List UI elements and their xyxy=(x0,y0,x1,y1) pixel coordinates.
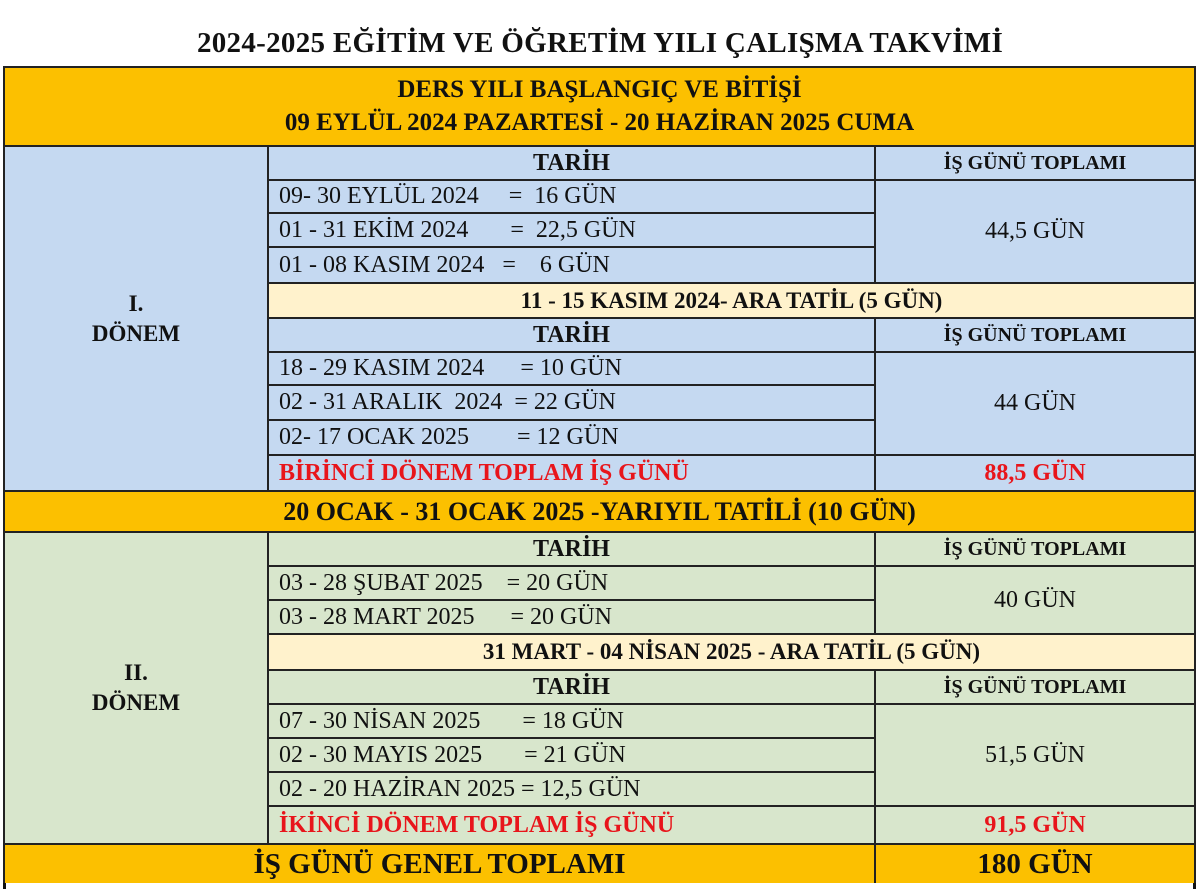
page-title: 2024-2025 EĞİTİM VE ÖĞRETİM YILI ÇALIŞMA TAKVİMİ xyxy=(196,27,1004,59)
term1-sum-label: BİRİNCİ DÖNEM TOPLAM İŞ GÜNÜ xyxy=(267,454,876,492)
term1-block2-row: 02- 17 OCAK 2025 = 12 GÜN xyxy=(267,419,876,456)
term1-block1-row: 09- 30 EYLÜL 2024 = 16 GÜN xyxy=(267,179,876,214)
term2-block2-row: 07 - 30 NİSAN 2025 = 18 GÜN xyxy=(267,703,876,739)
header-line-1: DERS YILI BAŞLANGIÇ VE BİTİŞİ xyxy=(397,76,802,103)
term1-label-text: DÖNEM xyxy=(91,320,181,346)
term1-block2-total: 44 GÜN xyxy=(874,351,1196,456)
term1-block1-row: 01 - 08 KASIM 2024 = 6 GÜN xyxy=(267,246,876,284)
term2-block2-total: 51,5 GÜN xyxy=(874,703,1196,807)
bottom-border-line xyxy=(3,883,1196,889)
grand-total-label: İŞ GÜNÜ GENEL TOPLAMI xyxy=(3,843,876,885)
term2-label-number: II. xyxy=(124,660,148,686)
term2-block2-total-header: İŞ GÜNÜ TOPLAMI xyxy=(874,669,1196,705)
term1-midterm-break: 11 - 15 KASIM 2024- ARA TATİL (5 GÜN) xyxy=(267,282,1196,319)
school-year-header xyxy=(3,66,1196,147)
term2-block2-row: 02 - 20 HAZİRAN 2025 = 12,5 GÜN xyxy=(267,771,876,807)
term2-label xyxy=(3,531,269,845)
term1-block2-row: 02 - 31 ARALIK 2024 = 22 GÜN xyxy=(267,384,876,421)
term1-block1-total: 44,5 GÜN xyxy=(874,179,1196,284)
term2-block1-total-header: İŞ GÜNÜ TOPLAMI xyxy=(874,531,1196,567)
term1-block1-total-header: İŞ GÜNÜ TOPLAMI xyxy=(874,145,1196,181)
term1-block2-date-header: TARİH xyxy=(267,317,876,353)
term1-label xyxy=(3,145,269,492)
header-line-2: 09 EYLÜL 2024 PAZARTESİ - 20 HAZİRAN 2025 CUMA xyxy=(284,108,915,136)
term1-block1-row: 01 - 31 EKİM 2024 = 22,5 GÜN xyxy=(267,212,876,248)
term1-block1-date-header: TARİH xyxy=(267,145,876,181)
term2-label-text: DÖNEM xyxy=(91,690,181,715)
term2-block2-date-header: TARİH xyxy=(267,669,876,705)
term1-label-number: I. xyxy=(128,290,144,316)
term1-sum-value: 88,5 GÜN xyxy=(874,454,1196,492)
term1-block2-row: 18 - 29 KASIM 2024 = 10 GÜN xyxy=(267,351,876,386)
term2-block1-row: 03 - 28 ŞUBAT 2025 = 20 GÜN xyxy=(267,565,876,601)
term2-block1-date-header: TARİH xyxy=(267,531,876,567)
term2-block2-row: 02 - 30 MAYIS 2025 = 21 GÜN xyxy=(267,737,876,773)
term2-block1-total: 40 GÜN xyxy=(874,565,1196,635)
grand-total-value: 180 GÜN xyxy=(874,843,1196,885)
midyear-break-band: 20 OCAK - 31 OCAK 2025 -YARIYIL TATİLİ (10 GÜN) xyxy=(3,490,1196,533)
term2-sum-label: İKİNCİ DÖNEM TOPLAM İŞ GÜNÜ xyxy=(267,805,876,845)
term1-block2-total-header: İŞ GÜNÜ TOPLAMI xyxy=(874,317,1196,353)
term2-block1-row: 03 - 28 MART 2025 = 20 GÜN xyxy=(267,599,876,635)
term2-midterm-break: 31 MART - 04 NİSAN 2025 - ARA TATİL (5 GÜN) xyxy=(267,633,1196,671)
term2-sum-value: 91,5 GÜN xyxy=(874,805,1196,845)
